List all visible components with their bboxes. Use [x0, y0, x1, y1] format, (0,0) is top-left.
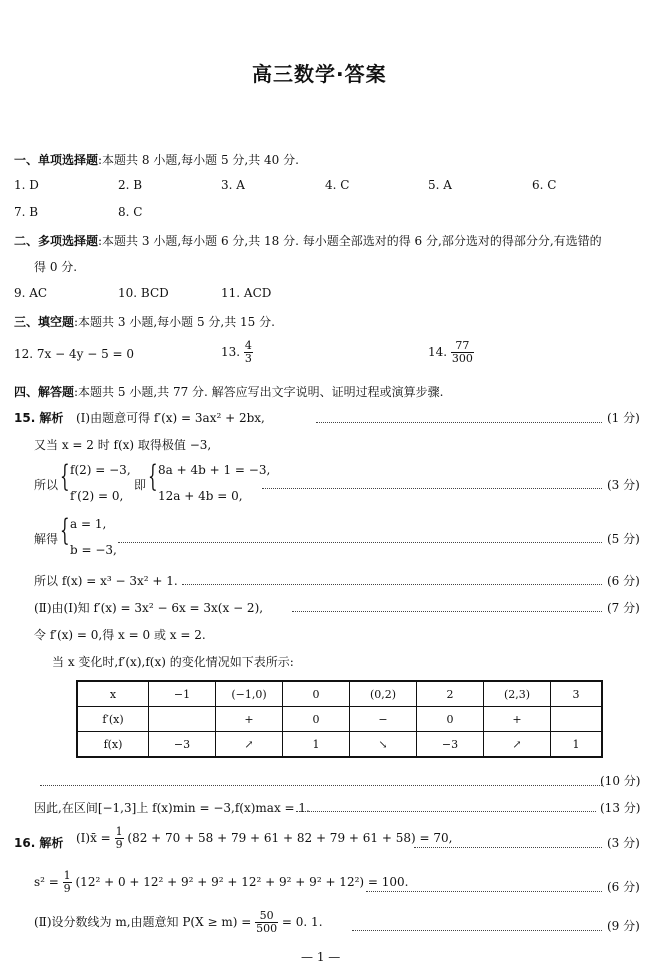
fraction-numerator: 1 [115, 825, 123, 838]
table-row [77, 681, 602, 707]
q16-heading [14, 834, 63, 851]
table-cell: 0 [417, 707, 484, 732]
score-leader [414, 847, 602, 848]
score-leader [182, 584, 602, 585]
score-leader [352, 930, 602, 931]
table-cell: −3 [417, 732, 484, 758]
section-3-label: 三、填空题 [14, 315, 75, 329]
answer-4: 4. C [325, 178, 350, 192]
q16-line-1-expression: (82 + 70 + 58 + 79 + 61 + 82 + 79 + 61 + 58) = 70, [127, 831, 453, 845]
q15-score-10: (10 分) [600, 774, 641, 788]
q15-line-2: 又当 x = 2 时 f(x) 取得极值 −3, [34, 438, 212, 452]
q15-sol-a: a = 1, [70, 517, 107, 531]
answer-3: 3. A [221, 178, 245, 192]
table-cell: 1 [551, 732, 603, 758]
section-2-heading [14, 232, 602, 249]
section-4-label: 四、解答题 [14, 385, 75, 399]
q16-line-3-expression: = 0. 1. [281, 915, 323, 929]
fraction-denominator: 3 [244, 352, 252, 365]
answer-10: 10. BCD [118, 286, 169, 300]
q16-line-3-fraction [255, 910, 278, 935]
q16-score-6: (6 分) [607, 880, 640, 894]
table-cell: −1 [149, 681, 216, 707]
table-cell [149, 707, 216, 732]
q16-line-1-prefix: (Ⅰ)x̄ = [76, 831, 111, 845]
q16-label: 16. 解析 [14, 836, 64, 850]
section-2-label: 二、多项选择题 [14, 234, 99, 248]
section-4-desc: :本题共 5 小题,共 77 分. 解答应写出文字说明、证明过程或演算步骤. [74, 385, 444, 399]
answer-1: 1. D [14, 178, 39, 192]
fraction-denominator: 300 [451, 352, 473, 365]
section-2-desc-cont: 得 0 分. [34, 260, 78, 274]
q16-line-2-expression: (12² + 0 + 12² + 9² + 9² + 12² + 9² + 9² + 12²) = 100. [75, 875, 409, 889]
score-leader [296, 811, 596, 812]
table-cell: (2,3) [484, 681, 551, 707]
table-cell-increasing-arrow: ↗ [484, 732, 551, 758]
q16-line-1-fraction [115, 826, 124, 851]
table-cell: 0 [283, 707, 350, 732]
section-2-desc: :本题共 3 小题,每小题 6 分,共 18 分. 每小题全部选对的得 6 分,部分选对的得部分分,有选错的 [98, 234, 602, 248]
answer-14 [428, 340, 474, 365]
answer-2: 2. B [118, 178, 143, 192]
page-footer-number: — 1 — [301, 950, 341, 964]
q16-line-3-prefix: (Ⅱ)设分数线为 m,由题意知 P(X ≥ m) = [34, 915, 252, 929]
score-leader [118, 542, 602, 543]
q15-score-5: (5 分) [607, 532, 640, 546]
q15-eq-b: f′(2) = 0, [70, 489, 124, 503]
q16-score-9: (9 分) [607, 919, 640, 933]
score-leader [262, 488, 602, 489]
q16-line-3 [34, 910, 323, 935]
section-3-desc: :本题共 3 小题,每小题 5 分,共 15 分. [74, 315, 275, 329]
table-row [77, 707, 602, 732]
table-cell [551, 707, 603, 732]
q16-line-1 [76, 826, 452, 851]
q15-line-1: (Ⅰ)由题意可得 f′(x) = 3ax² + 2bx, [76, 411, 265, 425]
section-1-heading [14, 151, 299, 168]
answer-5: 5. A [428, 178, 452, 192]
table-cell: (0,2) [350, 681, 417, 707]
variation-table [76, 680, 603, 758]
table-cell: 2 [417, 681, 484, 707]
table-cell: x [77, 681, 149, 707]
q15-line-5: 所以 f(x) = x³ − 3x² + 1. [34, 574, 178, 588]
q15-line-3-prefix: 所以 [34, 478, 59, 492]
left-brace: { [148, 459, 158, 494]
table-cell: + [216, 707, 283, 732]
fraction-numerator: 50 [255, 910, 278, 923]
table-cell-increasing-arrow: ↗ [216, 732, 283, 758]
table-cell: + [484, 707, 551, 732]
q15-score-3: (3 分) [607, 478, 640, 492]
fraction-denominator: 9 [63, 882, 71, 895]
q15-score-6: (6 分) [607, 574, 640, 588]
answer-12: 12. 7x − 4y − 5 = 0 [14, 347, 135, 361]
table-cell: −3 [149, 732, 216, 758]
section-1-label: 一、单项选择题 [14, 153, 99, 167]
q15-score-7: (7 分) [607, 601, 640, 615]
table-cell: 3 [551, 681, 603, 707]
q15-heading [14, 409, 63, 426]
left-brace: { [60, 513, 70, 548]
q15-label: 15. 解析 [14, 411, 64, 425]
answer-8: 8. C [118, 205, 143, 219]
answer-14-fraction [451, 340, 474, 365]
fraction-numerator: 77 [451, 340, 474, 353]
table-cell: f′(x) [77, 707, 149, 732]
score-leader [292, 611, 602, 612]
answer-11: 11. ACD [221, 286, 272, 300]
q15-score-1: (1 分) [607, 411, 640, 425]
score-leader [40, 785, 602, 786]
q16-line-2-fraction [63, 870, 72, 895]
q15-line-3-mid: 即 [134, 478, 147, 492]
table-row [77, 732, 602, 758]
table-cell: (−1,0) [216, 681, 283, 707]
answer-9: 9. AC [14, 286, 48, 300]
answer-13-fraction [244, 340, 253, 365]
q16-score-3: (3 分) [607, 836, 640, 850]
answer-14-label: 14. [428, 345, 448, 359]
q15-line-7: 令 f′(x) = 0,得 x = 0 或 x = 2. [34, 628, 206, 642]
section-1-desc: :本题共 8 小题,每小题 5 分,共 40 分. [98, 153, 299, 167]
q15-line-4-prefix: 解得 [34, 532, 59, 546]
q15-eq-c: 8a + 4b + 1 = −3, [158, 463, 271, 477]
section-3-heading [14, 313, 275, 330]
score-leader [366, 891, 602, 892]
q15-eq-a: f(2) = −3, [70, 463, 131, 477]
section-4-heading [14, 383, 443, 400]
q15-score-13: (13 分) [600, 801, 641, 815]
table-cell: 1 [283, 732, 350, 758]
answer-13 [221, 340, 253, 365]
q16-line-2-prefix: s² = [34, 875, 59, 889]
q15-sol-b: b = −3, [70, 543, 117, 557]
answer-7: 7. B [14, 205, 39, 219]
fraction-denominator: 500 [256, 922, 278, 935]
q15-eq-d: 12a + 4b = 0, [158, 489, 243, 503]
answer-6: 6. C [532, 178, 557, 192]
table-cell: 0 [283, 681, 350, 707]
left-brace: { [60, 459, 70, 494]
q15-line-9: 因此,在区间[−1,3]上 f(x)min = −3,f(x)max = 1. [34, 801, 310, 815]
q16-line-2 [34, 870, 408, 895]
table-cell-decreasing-arrow: ↘ [350, 732, 417, 758]
fraction-denominator: 9 [115, 838, 123, 851]
q15-line-6: (Ⅱ)由(Ⅰ)知 f′(x) = 3x² − 6x = 3x(x − 2), [34, 601, 264, 615]
page-title: 高三数学·答案 [252, 62, 387, 86]
score-leader [316, 422, 602, 423]
answer-13-label: 13. [221, 345, 241, 359]
fraction-numerator: 1 [63, 869, 71, 882]
fraction-numerator: 4 [244, 339, 252, 352]
q15-line-8: 当 x 变化时,f′(x),f(x) 的变化情况如下表所示: [52, 655, 294, 669]
table-cell: − [350, 707, 417, 732]
table-cell: f(x) [77, 732, 149, 758]
